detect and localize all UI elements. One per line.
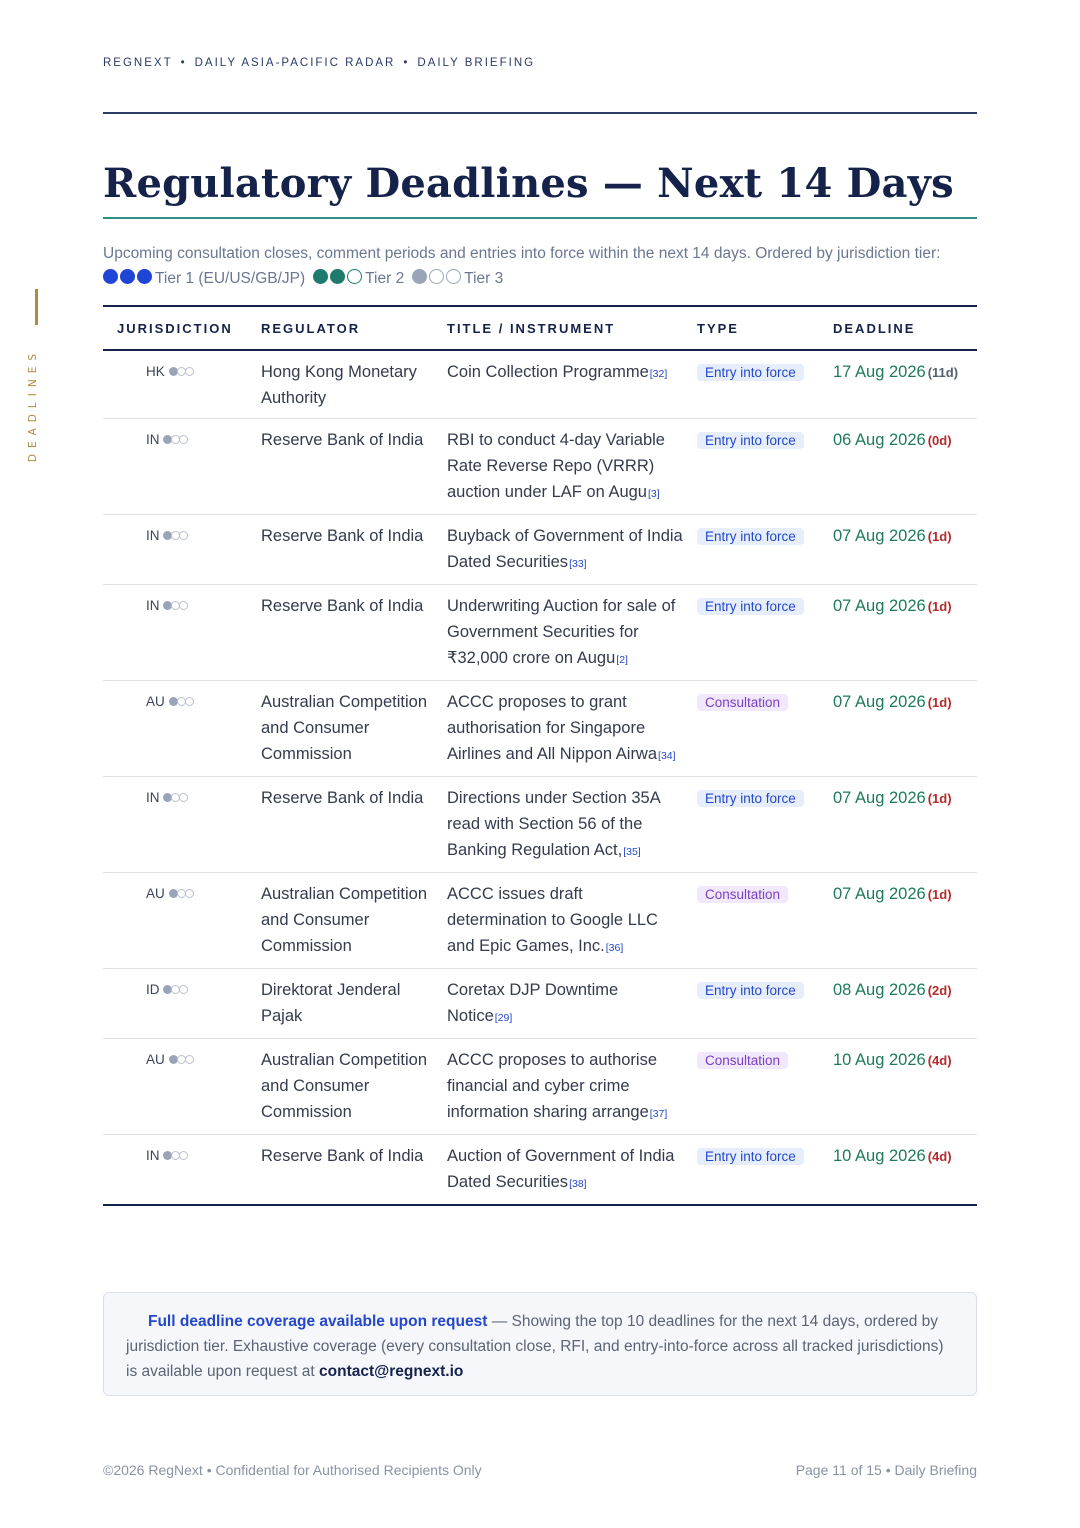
type-cell <box>697 969 833 1039</box>
tier-dot-filled-icon <box>137 269 152 284</box>
title-cell <box>447 419 697 515</box>
page-title: Regulatory Deadlines — Next 14 Days <box>103 160 954 207</box>
jurisdiction-code: AU <box>146 886 165 901</box>
jurisdiction-code: HK <box>146 364 165 379</box>
instrument-title: Coretax DJP Downtime Notice <box>447 981 619 1025</box>
title-cell <box>447 681 697 777</box>
days-remaining-badge: (1d) <box>927 791 952 806</box>
tier-legend-label: Tier 1 (EU/US/GB/JP) <box>155 270 306 287</box>
jurisdiction-code: IN <box>146 1148 160 1163</box>
days-remaining-badge: (1d) <box>927 695 952 710</box>
page-subtitle <box>103 241 977 291</box>
footer-page-number: Page 11 of 15 • Daily Briefing <box>795 1462 977 1478</box>
table-row <box>103 350 977 419</box>
jurisdiction-cell <box>103 515 261 585</box>
jurisdiction-code: AU <box>146 1052 165 1067</box>
regulator-cell: Australian Competition and Consumer Commission <box>261 681 447 777</box>
type-cell <box>697 1135 833 1206</box>
reference-link[interactable]: [36] <box>605 942 624 954</box>
deadline-date: 10 Aug 2026 <box>833 1051 926 1069</box>
tier-legend-item <box>412 270 503 287</box>
type-badge: Entry into force <box>697 528 804 545</box>
deadline-cell <box>833 1039 977 1135</box>
jurisdiction-code: IN <box>146 790 160 805</box>
title-cell <box>447 515 697 585</box>
days-remaining-badge: (0d) <box>927 433 952 448</box>
tier-dot-empty-icon <box>347 269 362 284</box>
type-badge: Consultation <box>697 886 788 903</box>
contact-email-link[interactable]: contact@regnext.io <box>319 1363 464 1380</box>
days-remaining-badge: (4d) <box>927 1149 952 1164</box>
deadline-cell <box>833 681 977 777</box>
table-body <box>103 350 977 1205</box>
column-header-title: TITLE / INSTRUMENT <box>447 306 697 350</box>
tier-dot-filled-icon <box>120 269 135 284</box>
deadline-cell <box>833 873 977 969</box>
type-cell <box>697 873 833 969</box>
jurisdiction-code: IN <box>146 528 160 543</box>
tier-dot-empty-icon <box>446 269 461 284</box>
deadline-date: 07 Aug 2026 <box>833 597 926 615</box>
type-cell <box>697 419 833 515</box>
tier-legend-label: Tier 2 <box>365 270 405 287</box>
jurisdiction-code: ID <box>146 982 160 997</box>
tier-dot-filled-icon <box>103 269 118 284</box>
deadline-date: 17 Aug 2026 <box>833 363 926 381</box>
tier-dot-empty-icon <box>179 793 188 802</box>
deadline-date: 07 Aug 2026 <box>833 527 926 545</box>
jurisdiction-cell <box>103 873 261 969</box>
title-cell <box>447 1135 697 1206</box>
instrument-title: Buyback of Government of India Dated Securities <box>447 527 683 571</box>
days-remaining-badge: (1d) <box>927 529 952 544</box>
tier-dot-empty-icon <box>185 367 194 376</box>
instrument-title: RBI to conduct 4-day Variable Rate Reverse Repo (VRRR) auction under LAF on Augu <box>447 431 665 501</box>
reference-link[interactable]: [2] <box>616 654 628 666</box>
days-remaining-badge: (1d) <box>927 599 952 614</box>
reference-link[interactable]: [32] <box>649 368 668 380</box>
column-header-type: TYPE <box>697 306 833 350</box>
type-badge: Entry into force <box>697 982 804 999</box>
deadline-cell <box>833 585 977 681</box>
header-product: DAILY ASIA-PACIFIC RADAR <box>194 57 396 69</box>
deadline-date: 10 Aug 2026 <box>833 1147 926 1165</box>
note-lead: Full deadline coverage available upon request <box>148 1313 488 1330</box>
type-badge: Consultation <box>697 694 788 711</box>
regulator-cell: Reserve Bank of India <box>261 419 447 515</box>
table-row <box>103 585 977 681</box>
table-row <box>103 969 977 1039</box>
table-row <box>103 873 977 969</box>
type-cell <box>697 777 833 873</box>
instrument-title: Coin Collection Programme <box>447 363 649 381</box>
header-breadcrumb: REGNEXT • DAILY ASIA-PACIFIC RADAR • DAILY BRIEFING <box>103 57 536 69</box>
tier-dot-empty-icon <box>185 889 194 898</box>
footer-copyright: ©2026 RegNext • Confidential for Authorised Recipients Only <box>103 1462 482 1478</box>
type-cell <box>697 1039 833 1135</box>
title-cell <box>447 350 697 419</box>
instrument-title: Auction of Government of India Dated Securities <box>447 1147 675 1191</box>
tier-dot-empty-icon <box>185 1055 194 1064</box>
instrument-title: ACCC proposes to grant authorisation for Singapore Airlines and All Nippon Airwa <box>447 693 658 763</box>
instrument-title: ACCC proposes to authorise financial and cyber crime information sharing arrange <box>447 1051 658 1121</box>
table-row <box>103 777 977 873</box>
type-badge: Entry into force <box>697 790 804 807</box>
jurisdiction-code: IN <box>146 432 160 447</box>
header-edition: DAILY BRIEFING <box>417 57 536 69</box>
tier-dot-empty-icon <box>179 985 188 994</box>
days-remaining-badge: (2d) <box>927 983 952 998</box>
reference-link[interactable]: [34] <box>658 750 676 762</box>
regulator-cell: Reserve Bank of India <box>261 585 447 681</box>
deadline-cell <box>833 419 977 515</box>
days-remaining-badge: (1d) <box>927 887 952 902</box>
jurisdiction-cell <box>103 350 261 419</box>
coverage-note <box>103 1292 977 1396</box>
reference-link[interactable]: [29] <box>494 1012 513 1024</box>
tier-legend-label: Tier 3 <box>464 270 504 287</box>
jurisdiction-cell <box>103 969 261 1039</box>
deadline-cell <box>833 1135 977 1206</box>
title-cell <box>447 969 697 1039</box>
tier-dot-filled-icon <box>313 269 328 284</box>
reference-link[interactable]: [3] <box>647 488 660 500</box>
tier-dot-filled-icon <box>330 269 345 284</box>
jurisdiction-code: IN <box>146 598 160 613</box>
table-row <box>103 1135 977 1206</box>
header-divider <box>103 112 977 114</box>
jurisdiction-cell <box>103 1135 261 1206</box>
sidebar-section-label: DEADLINES <box>27 348 39 463</box>
reference-link[interactable]: [38] <box>569 1178 587 1190</box>
jurisdiction-cell <box>103 419 261 515</box>
deadline-date: 08 Aug 2026 <box>833 981 926 999</box>
days-remaining-badge: (11d) <box>927 365 959 380</box>
instrument-title: ACCC issues draft determination to Google LLC and Epic Games, Inc. <box>447 885 658 955</box>
column-header-regulator: REGULATOR <box>261 306 447 350</box>
column-header-jurisdiction: JURISDICTION <box>103 306 261 350</box>
deadline-cell <box>833 515 977 585</box>
regulator-cell: Australian Competition and Consumer Commission <box>261 873 447 969</box>
table-row <box>103 515 977 585</box>
tier-legend-item <box>313 270 404 287</box>
title-divider <box>103 217 977 219</box>
reference-link[interactable]: [37] <box>649 1108 668 1120</box>
instrument-title: Directions under Section 35A read with Section 56 of the Banking Regulation Act, <box>447 789 660 859</box>
column-header-deadline: DEADLINE <box>833 306 977 350</box>
tier-dot-empty-icon <box>179 1151 188 1160</box>
deadline-date: 06 Aug 2026 <box>833 431 926 449</box>
subtitle-text: Upcoming consultation closes, comment periods and entries into force within the next 14 days. Ordered by jurisdiction tier: <box>103 245 941 262</box>
title-cell <box>447 777 697 873</box>
title-cell <box>447 1039 697 1135</box>
regulator-cell: Direktorat Jenderal Pajak <box>261 969 447 1039</box>
type-cell <box>697 515 833 585</box>
days-remaining-badge: (4d) <box>927 1053 952 1068</box>
title-cell <box>447 585 697 681</box>
regulator-cell: Reserve Bank of India <box>261 515 447 585</box>
tier-dot-empty-icon <box>179 435 188 444</box>
jurisdiction-cell <box>103 585 261 681</box>
reference-link[interactable]: [35] <box>623 846 641 858</box>
regulator-cell: Hong Kong Monetary Authority <box>261 350 447 419</box>
jurisdiction-cell <box>103 1039 261 1135</box>
note-body: — Showing the top 10 deadlines for the next 14 days, ordered by jurisdiction tier. Exhaustive coverage (every consultation close, RFI, and entry-into-force across all tracked jurisdictions) is available upon request at <box>126 1313 944 1380</box>
type-cell <box>697 585 833 681</box>
tier-dot-empty-icon <box>429 269 444 284</box>
header-brand: REGNEXT <box>103 57 173 69</box>
instrument-title: Underwriting Auction for sale of Government Securities for ₹32,000 crore on Augu <box>447 597 676 667</box>
type-cell <box>697 681 833 777</box>
table-header-row <box>103 306 977 350</box>
title-cell <box>447 873 697 969</box>
jurisdiction-cell <box>103 777 261 873</box>
table-row <box>103 681 977 777</box>
deadline-cell <box>833 777 977 873</box>
type-badge: Consultation <box>697 1052 788 1069</box>
tier-dot-empty-icon <box>179 601 188 610</box>
regulator-cell: Reserve Bank of India <box>261 1135 447 1206</box>
deadline-date: 07 Aug 2026 <box>833 885 926 903</box>
tier-legend <box>103 270 511 287</box>
table-row <box>103 419 977 515</box>
regulator-cell: Reserve Bank of India <box>261 777 447 873</box>
type-badge: Entry into force <box>697 364 804 381</box>
deadlines-table <box>103 305 977 1206</box>
type-badge: Entry into force <box>697 1148 804 1165</box>
reference-link[interactable]: [33] <box>569 558 587 570</box>
deadline-cell <box>833 969 977 1039</box>
type-cell <box>697 350 833 419</box>
tier-dot-empty-icon <box>185 697 194 706</box>
jurisdiction-cell <box>103 681 261 777</box>
table-row <box>103 1039 977 1135</box>
deadline-date: 07 Aug 2026 <box>833 789 926 807</box>
sidebar-accent-rule <box>35 289 38 325</box>
regulator-cell: Australian Competition and Consumer Commission <box>261 1039 447 1135</box>
tier-dot-empty-icon <box>179 531 188 540</box>
deadline-cell <box>833 350 977 419</box>
jurisdiction-code: AU <box>146 694 165 709</box>
tier-dot-filled-icon <box>412 269 427 284</box>
deadline-date: 07 Aug 2026 <box>833 693 926 711</box>
type-badge: Entry into force <box>697 598 804 615</box>
tier-legend-item <box>103 270 305 287</box>
type-badge: Entry into force <box>697 432 804 449</box>
